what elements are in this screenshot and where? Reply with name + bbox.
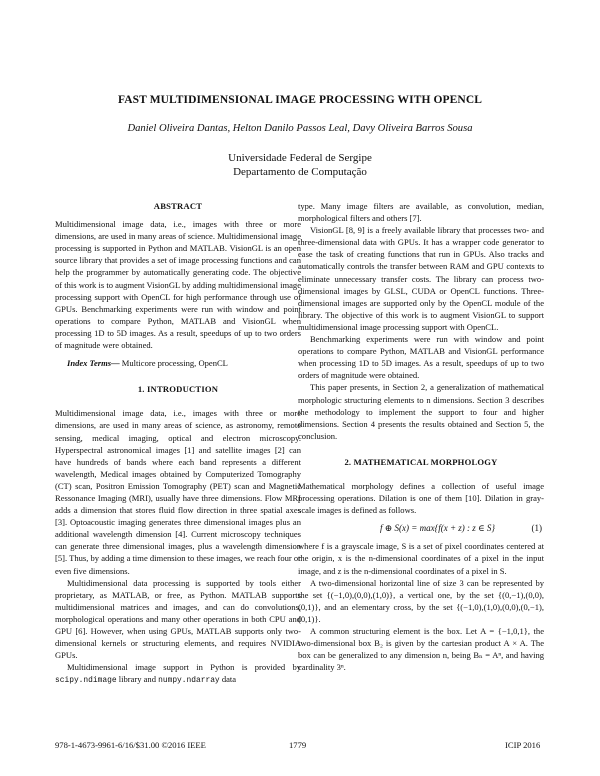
code-scipy-ndimage: scipy.ndimage bbox=[55, 676, 117, 686]
intro-paragraph-2: Multidimensional data processing is supported by tools either proprietary, as MATLAB, or free, as Python. MATLAB supports multidimensional matrices and images, and can do convolutions, morphological operations and many other operations in both CPU and GPU [6]. However, when using GPUs, MATLAB supports only two-dimensional kernels or structuring elements, and requires NVIDIA GPUs. bbox=[55, 577, 301, 661]
left-column bbox=[55, 200, 301, 687]
equation-number: (1) bbox=[531, 523, 542, 534]
footer-conference: ICIP 2016 bbox=[505, 740, 541, 750]
morphology-paragraph-3: A two-dimensional horizontal line of size 3 can be represented by the set {(−1,0),(0,0),(1,0)}, a vertical one, by the set {(0,−1),(0,0),(0,1)}, and an elementary cross, by the set {(−1,0),(1,0),(0,0),(0,−1),(0,1)}. bbox=[298, 577, 544, 624]
intro-heading: 1. INTRODUCTION bbox=[137, 384, 219, 395]
intro-paragraph-6: Benchmarking experiments were run with window and point operations to compare Python, MATLAB and VisionGL performance when processing 1D to 5D images. As a result, speedups of up to two orders of magnitude were obtained. bbox=[298, 334, 544, 381]
intro-paragraph-3 bbox=[55, 661, 301, 687]
abstract-heading: ABSTRACT bbox=[153, 201, 203, 211]
equation-expression: f ⊕ S(x) = max{f(x + z) : z ∈ S} bbox=[380, 523, 496, 534]
intro-p3-text-b: library and bbox=[118, 674, 156, 685]
intro-paragraph-7: This paper presents, in Section 2, a generalization of mathematical morphologic structuring elements to n dimensions. Section 3 describes the methodology to implement the support to four and higher dimensions. Section 4 presents the results obtained and Section 5, the conclusion. bbox=[298, 382, 544, 441]
index-terms-value: Multicore processing, OpenCL bbox=[121, 358, 228, 369]
dilation-equation bbox=[298, 522, 544, 534]
morphology-paragraph-2: where f is a grayscale image, S is a set of pixel coordinates centered at the origin, x is the n-dimensional coordinates of a pixel in the input image, and z is the n-dimensional coordinates of a pixel in S. bbox=[298, 541, 544, 576]
footer-isbn: 978-1-4673-9961-6/16/$31.00 ©2016 IEEE bbox=[55, 740, 206, 750]
affiliation-university: Universidade Federal de Sergipe bbox=[228, 152, 372, 164]
paper-authors: Daniel Oliveira Dantas, Helton Danilo Passos Leal, Davy Oliveira Barros Sousa bbox=[127, 123, 473, 134]
index-terms-label: Index Terms— bbox=[67, 358, 120, 369]
abstract-text: Multidimensional image data, i.e., images with three or more dimensions, are used in many areas of science. Multidimensional image processing is supported in Python and MATLAB. VisionGL is an open source library that provides a set of image processing functions and can help the programmer by automatically generating code. The objective of this work is to augment VisionGL by adding multidimensional image processing support with OpenCL for high performance through use of GPUs. Benchmarking experiments were run with window and point operations to compare Python, MATLAB and VisionGL when processing 1D to 5D images. As a result, speedups of up to two orders of magnitude were obtained. bbox=[55, 219, 301, 351]
morphology-paragraph-4: A common structuring element is the box. Let A = {−1,0,1}, the two-dimensional box B₂ is given by the cartesian product A × A. The box can be generalized to any dimension n, being Bₙ = Aⁿ, and having cardinality 3ⁿ. bbox=[298, 626, 544, 673]
right-column bbox=[298, 200, 544, 673]
intro-paragraph-5: VisionGL [8, 9] is a freely available library that processes two- and three-dimensional data with GPUs. It has a wrapper code generator to ease the task of creating functions that run in GPUs. Also tracks and automatically controls the transfer between RAM and GPU contexts to eliminate unnecessary transfer costs. The library can process two-dimensional images by GLSL, CUDA or OpenCL functions. Three-dimensional images are supported only by the OpenCL module of the library. The objective of this work is to augment VisionGL to support multidimensional image processing support with OpenCL. bbox=[298, 225, 544, 332]
morphology-heading: 2. MATHEMATICAL MORPHOLOGY bbox=[344, 456, 498, 467]
intro-p3-text-c: data bbox=[221, 674, 237, 685]
intro-p3-text-a: Multidimensional image support in Python is provided by bbox=[67, 662, 301, 673]
intro-paragraph-4: type. Many image filters are available, as convolution, median, morphological filters and others [7]. bbox=[298, 201, 544, 224]
affiliation-department: Departamento de Computação bbox=[233, 166, 367, 178]
index-terms bbox=[55, 357, 301, 369]
footer-page-number: 1779 bbox=[289, 740, 307, 750]
morphology-paragraph-1: Mathematical morphology defines a collection of useful image processing operations. Dilation is one of them [10]. Dilation in gray-scale images is defined as follows. bbox=[298, 480, 544, 516]
intro-paragraph-1: Multidimensional image data, i.e., images with three or more dimensions, are used in many areas of science, as astronomy, remote sensing, medical imaging, optical and electron microscopy. Hyperspectral astronomical images [1] and satellite images [2] can have hundreds of bands where each band represents a different wavelength, Medical images obtained by Computerized Tomography (CT) scan, Positron Emission Tomography (PET) scan and Magnetic Ressonance Imaging (MRI), usually have three dimensions. Flow MRI adds a dimension that stores fluid flow direction in three spatial axes [3]. Optoacoustic imaging generates three dimensional images plus an additional wavelength dimension [4]. Current microscopy techniques can generate three dimensional images, plus a wavelength dimension [5]. Thus, by adding a time dimension to these images, we reach four or even five dimensions. bbox=[55, 408, 301, 576]
paper-title: FAST MULTIDIMENSIONAL IMAGE PROCESSING WITH OPENCL bbox=[117, 94, 483, 106]
code-numpy-ndarray: numpy.ndarray bbox=[158, 676, 220, 686]
